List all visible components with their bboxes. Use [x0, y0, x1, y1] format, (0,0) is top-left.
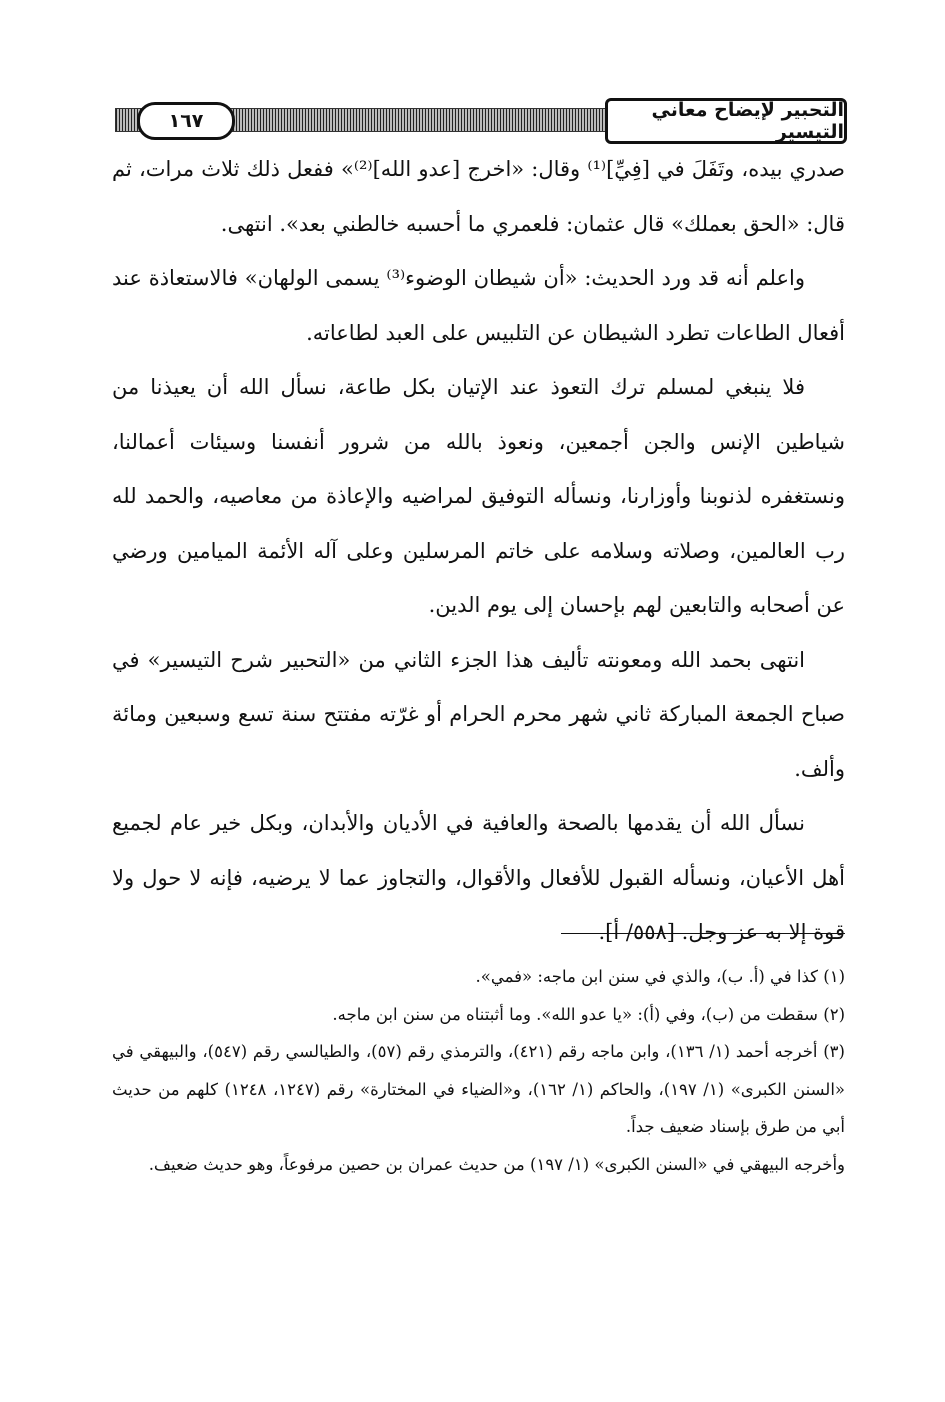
page-number: ١٦٧ — [168, 110, 204, 132]
page-header — [115, 98, 847, 143]
page-number-badge — [137, 102, 235, 140]
book-title: التحبير لإيضاح معاني التيسير — [651, 99, 844, 143]
footnote-3-continued: وأخرجه البيهقي في «السنن الكبرى» (١/ ١٩٧) من حديث عمران بن حصين مرفوعاً، وهو حديث ضعيف. — [148, 1154, 845, 1174]
footnote-separator — [561, 933, 845, 934]
paragraph-3: فلا ينبغي لمسلم ترك التعوذ عند الإتيان بكل طاعة، نسأل الله أن يعيذنا من شياطين الإنس والجن أجمعين، ونعوذ بالله من شرور أنفسنا وسيئات أعمالنا، ونستغفره لذنوبنا وأوزارنا، ونسأله التوفيق لمراضيه والإعاذة من معاصيه، والحمد لله رب العالمين، وصلاته وسلامه على خاتم المرسلين وعلى آله الأئمة الميامين ورضي عن أصحابه والتابعين لهم بإحسان إلى يوم الدين. — [112, 375, 845, 617]
book-title-box — [605, 98, 847, 144]
paragraph-1: صدري بيده، وتَفَلَ في [فِيِّ]⁽¹⁾ وقال: «اخرج [عدو الله]⁽²⁾» ففعل ذلك ثلاث مرات، ثم قال: «الحق بعملك» قال عثمان: فلعمري ما أحسبه خالطني بعد». انتهى. — [112, 157, 845, 236]
main-text — [112, 142, 845, 960]
footnotes — [112, 958, 845, 1183]
paragraph-5: نسأل الله أن يقدمها بالصحة والعافية في الأديان والأبدان، وبكل خير عام لجميع أهل الأعيان، ونسأله القبول للأفعال والأقوال، والتجاوز عما لا يرضيه، فإنه لا حول ولا قوة إلا به عز وجل. [٥٥٨/ أ]. — [112, 811, 845, 944]
footnote-3: (٣) أخرجه أحمد (١/ ١٣٦)، وابن ماجه رقم (٤٢١)، والترمذي رقم (٥٧)، والطيالسي رقم (٥٤٧)، والبيهقي في «السنن الكبرى» (١/ ١٩٧)، والحاكم (١/ ١٦٢)، و«الضياء في المختارة» رقم (١٢٤٧، ١٢٤٨) كلهم من حديث أبي من طرق بإسناد ضعيف جداً. — [112, 1042, 846, 1136]
footnote-2: (٢) سقطت من (ب)، وفي (أ): «يا عدو الله». وما أثبتناه من سنن ابن ماجه. — [332, 1004, 845, 1024]
paragraph-2: واعلم أنه قد ورد الحديث: «أن شيطان الوضوء⁽³⁾ يسمى الولهان» فالاستعاذة عند أفعال الطاعات تطرد الشيطان عن التلبيس على العبد لطاعاته. — [112, 266, 845, 345]
paragraph-4: انتهى بحمد الله ومعونته تأليف هذا الجزء الثاني من «التحبير شرح التيسير» في صباح الجمعة المباركة ثاني شهر محرم الحرام أو غرّته مفتتح سنة تسع وسبعين ومائة وألف. — [112, 647, 845, 781]
footnote-1: (١) كذا في (أ. ب)، والذي في سنن ابن ماجه: «فمي». — [475, 967, 845, 986]
